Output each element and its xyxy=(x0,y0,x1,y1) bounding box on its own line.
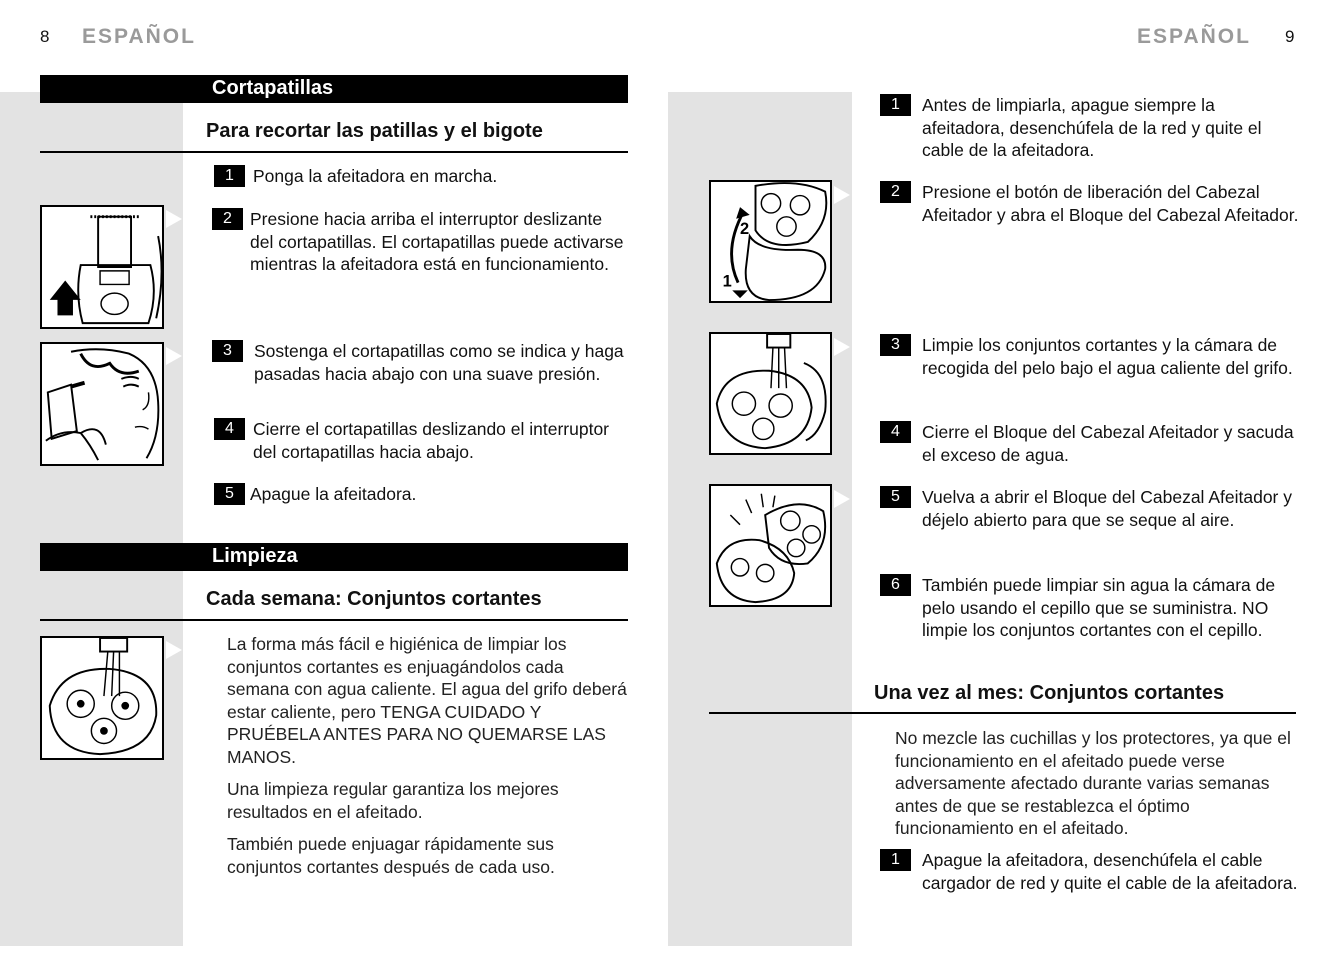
open-head-illustration xyxy=(709,180,832,303)
figure-label-1: 1 xyxy=(722,272,732,291)
paragraph: Una limpieza regular garantiza los mejores resultados en el afeitado. xyxy=(227,779,559,822)
step-item xyxy=(880,181,1300,226)
step-text: Presione hacia arriba el interruptor deslizante del cortapatillas. El cortapatillas puede activarse mientras la afeitadora está en funcionamiento. xyxy=(250,209,624,274)
step-item xyxy=(212,340,624,385)
step-item xyxy=(212,208,624,276)
step-number: 1 xyxy=(214,165,245,187)
step-number: 1 xyxy=(880,94,911,116)
step-text: Sostenga el cortapatillas como se indica y haga pasadas hacia abajo con una suave presión. xyxy=(254,341,624,384)
divider xyxy=(709,712,1296,714)
section-title-limpieza: Limpieza xyxy=(40,543,628,571)
subtitle-recortar: Para recortar las patillas y el bigote xyxy=(206,120,543,142)
language-label-right: ESPAÑOL xyxy=(1137,25,1251,48)
language-label-left: ESPAÑOL xyxy=(82,25,196,48)
step-number: 5 xyxy=(214,483,245,505)
paragraph: También puede enjuagar rápidamente sus conjuntos cortantes después de cada uso. xyxy=(227,834,555,877)
step-number: 1 xyxy=(880,849,911,871)
paragraph: La forma más fácil e higiénica de limpiar los conjuntos cortantes es enjuagándolos cada semana con agua caliente. El agua del grifo deberá estar caliente, pero TENGA CUIDADO Y PRUÉBELA ANTES PARA NO QUEMARSE LAS MANOS. xyxy=(227,634,627,767)
page-number-right: 9 xyxy=(1285,27,1295,46)
rinse-head-illustration xyxy=(709,332,832,455)
step-number: 5 xyxy=(880,486,911,508)
pointer-triangle xyxy=(166,347,182,365)
pointer-triangle xyxy=(834,186,850,204)
pointer-triangle xyxy=(834,490,850,508)
step-item xyxy=(880,849,1300,894)
step-item xyxy=(880,574,1300,642)
step-item xyxy=(214,483,624,506)
paragraph: No mezcle las cuchillas y los protectores, ya que el funcionamiento en el afeitado puede verse adversamente afectado durante varias semanas antes de que se restablezca el óptimo funcionamiento en el afeitado. xyxy=(895,728,1291,838)
step-item xyxy=(214,165,624,188)
trimmer-slide-illustration xyxy=(40,205,164,329)
step-item xyxy=(880,421,1300,466)
step-text: Presione el botón de liberación del Cabezal Afeitador y abra el Bloque del Cabezal Afeitador. xyxy=(922,182,1299,225)
step-number: 3 xyxy=(212,340,243,362)
pointer-triangle xyxy=(166,641,182,659)
divider xyxy=(40,619,628,621)
step-item xyxy=(214,418,624,463)
step-text: Apague la afeitadora, desenchúfela el cable cargador de red y quite el cable de la afeitadora. xyxy=(922,850,1298,893)
figure-label-2: 2 xyxy=(740,220,750,239)
shake-dry-illustration xyxy=(709,484,832,607)
step-text: Vuelva a abrir el Bloque del Cabezal Afeitador y déjelo abierto para que se seque al aire. xyxy=(922,487,1292,530)
step-item xyxy=(880,94,1300,162)
step-number: 2 xyxy=(880,181,911,203)
step-item xyxy=(880,334,1300,379)
pointer-triangle xyxy=(834,338,850,356)
step-item xyxy=(880,486,1300,531)
divider xyxy=(40,151,628,153)
rinse-illustration xyxy=(40,636,164,760)
step-text: Cierre el cortapatillas deslizando el interruptor del cortapatillas hacia abajo. xyxy=(253,419,610,462)
step-text: Limpie los conjuntos cortantes y la cámara de recogida del pelo bajo el agua caliente del grifo. xyxy=(922,335,1293,378)
step-text: Cierre el Bloque del Cabezal Afeitador y sacuda el exceso de agua. xyxy=(922,422,1294,465)
section-title-cortapatillas: Cortapatillas xyxy=(40,75,628,103)
page-number-left: 8 xyxy=(40,27,50,46)
pointer-triangle xyxy=(166,210,182,228)
step-text: Apague la afeitadora. xyxy=(250,484,417,504)
step-text: Antes de limpiarla, apague siempre la afeitadora, desenchúfela de la red y quite el cable de la afeitadora. xyxy=(922,95,1262,160)
step-number: 4 xyxy=(214,418,245,440)
step-number: 2 xyxy=(212,208,243,230)
step-number: 3 xyxy=(880,334,911,356)
trimmer-usage-illustration xyxy=(40,342,164,466)
step-number: 6 xyxy=(880,574,911,596)
subtitle-cada-semana: Cada semana: Conjuntos cortantes xyxy=(206,588,542,610)
step-number: 4 xyxy=(880,421,911,443)
subtitle-una-vez-al-mes: Una vez al mes: Conjuntos cortantes xyxy=(874,682,1225,704)
step-text: También puede limpiar sin agua la cámara de pelo usando el cepillo que se suministra. NO limpie los conjuntos cortantes con el cepillo. xyxy=(922,575,1276,640)
step-text: Ponga la afeitadora en marcha. xyxy=(253,166,498,186)
